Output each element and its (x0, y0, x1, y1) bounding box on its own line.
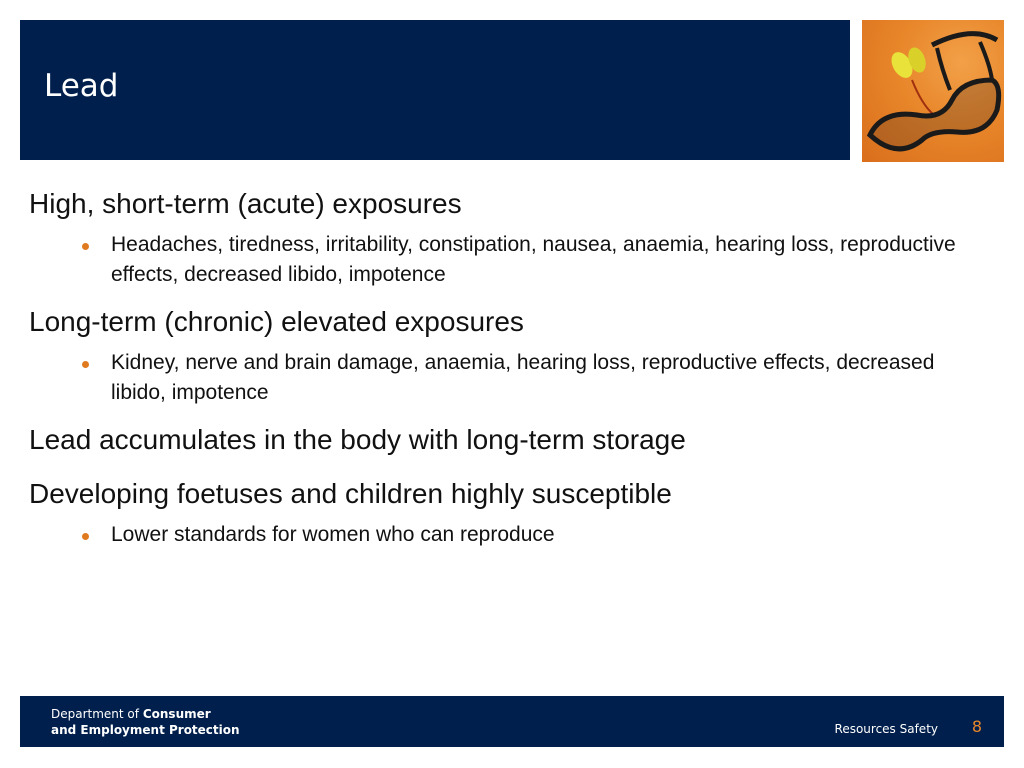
slide-title: Lead (44, 68, 119, 104)
slide-content (29, 182, 989, 556)
bullet-dot-icon (82, 361, 89, 368)
department-logo-text (51, 706, 240, 738)
bullet-text: Kidney, nerve and brain damage, anaemia, hearing loss, reproductive effects, decreased libido, impotence (111, 351, 935, 404)
dept-name-line2: and Employment Protection (51, 723, 240, 737)
bullet-text: Lower standards for women who can reproduce (111, 523, 555, 546)
safety-glasses-photo (862, 20, 1004, 162)
section-heading: Lead accumulates in the body with long-term storage (29, 424, 686, 455)
dept-prefix: Department of (51, 707, 139, 721)
section-heading: Long-term (chronic) elevated exposures (29, 306, 524, 337)
safety-glasses-icon (862, 20, 1004, 162)
bullet-dot-icon (82, 243, 89, 250)
bullet-item (29, 520, 989, 550)
section-heading: High, short-term (acute) exposures (29, 188, 462, 219)
bullet-text: Headaches, tiredness, irritability, constipation, nausea, anaemia, hearing loss, reproductive effects, decreased libido, impotence (111, 233, 956, 286)
section-heading: Developing foetuses and children highly susceptible (29, 478, 672, 509)
dept-name-line1: Consumer (142, 707, 211, 721)
footer-brand: Resources Safety (834, 722, 938, 736)
title-banner (20, 20, 850, 160)
bullet-dot-icon (82, 533, 89, 540)
footer-bar (20, 696, 1004, 747)
bullet-item (29, 230, 989, 290)
bullet-item (29, 348, 989, 408)
page-number: 8 (971, 717, 982, 736)
